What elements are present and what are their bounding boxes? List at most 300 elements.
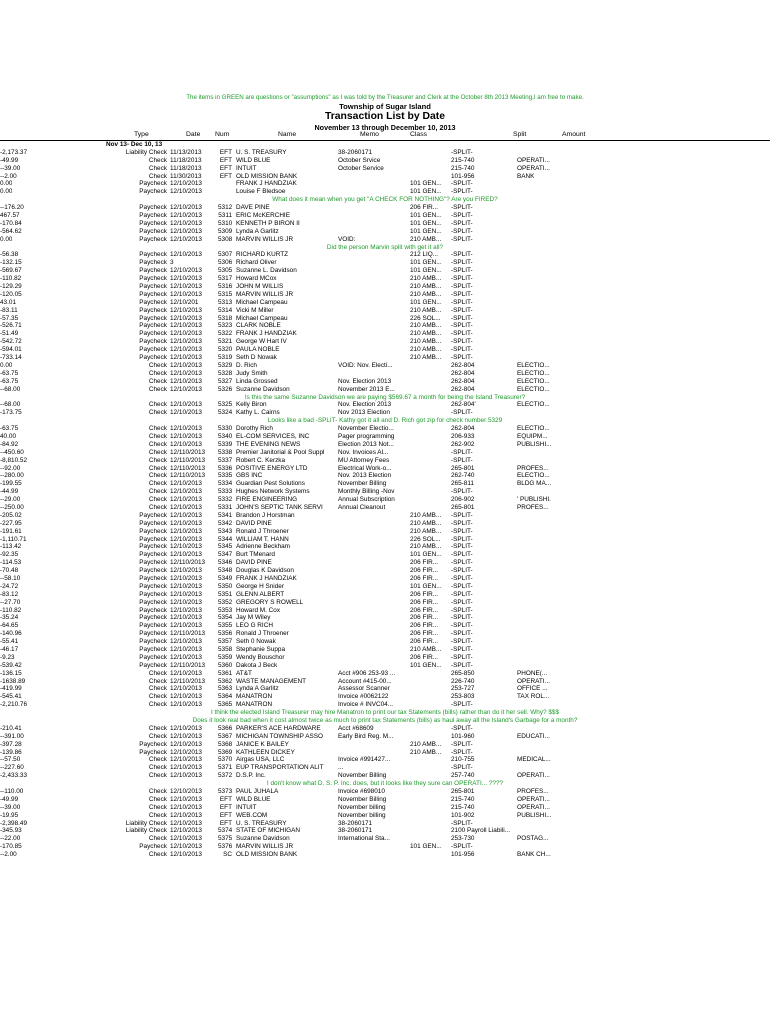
- cell-split2: TAX ROL...: [517, 693, 550, 701]
- cell-name: FIRE ENGINEERING: [236, 496, 298, 504]
- cell-class: 206 FIR...: [410, 567, 439, 575]
- note-text: I don't know what D. S. P. Inc. does, but it looks like they sure can OPERATI... ????: [266, 780, 504, 788]
- cell-num: 5357: [218, 638, 232, 646]
- cell-name: KATHLEEN DICKEY: [236, 748, 295, 756]
- transaction-row: [0, 401, 770, 409]
- cell-num: 5370: [218, 756, 232, 764]
- cell-split: -SPLIT-: [451, 724, 473, 732]
- cell-type: Check: [148, 724, 167, 732]
- cell-type: Check: [148, 456, 167, 464]
- cell-num: 5305: [218, 267, 232, 275]
- cell-type: Paycheck: [139, 606, 167, 614]
- cell-memo: 38-2060171: [338, 819, 373, 827]
- transaction-row: [0, 220, 770, 228]
- cell-type: Paycheck: [139, 251, 167, 259]
- cell-class: 206 FIR...: [410, 622, 439, 630]
- cell-amount: -51.49: [0, 330, 19, 338]
- transaction-row: [0, 843, 770, 851]
- cell-split: -SPLIT-: [451, 551, 473, 559]
- cell-date: 3: [170, 259, 174, 267]
- cell-split: -SPLIT-: [451, 653, 473, 661]
- cell-date: 12/10/201: [170, 298, 199, 306]
- cell-name: JOHN M WILLIS: [236, 283, 284, 291]
- cell-split2: OPERATI...: [517, 772, 550, 780]
- cell-name: Dakota J Beck: [236, 661, 278, 669]
- cell-date: 12/10/2013: [170, 290, 202, 298]
- transaction-row: [0, 820, 770, 828]
- cell-memo: October Srvice: [338, 156, 381, 164]
- cell-amount: --280.00: [0, 472, 24, 480]
- cell-num: 5351: [218, 590, 232, 598]
- cell-class: 101 GEN...: [410, 259, 442, 267]
- cell-amount: -170.84: [0, 219, 22, 227]
- cell-class: 101 GEN...: [410, 843, 442, 851]
- cell-date: 12/110/2013: [170, 464, 206, 472]
- cell-num: 5368: [218, 740, 232, 748]
- cell-type: Liability Check: [125, 827, 167, 835]
- cell-num: 5334: [218, 480, 232, 488]
- cell-split2: OPERATI...: [517, 803, 550, 811]
- cell-num: 5353: [218, 606, 232, 614]
- cell-amount: -191.61: [0, 527, 22, 535]
- cell-class: 206 FIR...: [410, 590, 439, 598]
- cell-date: 12/10/2013: [170, 622, 202, 630]
- cell-name: MICHIGAN TOWNSHIP ASSO: [236, 732, 323, 740]
- cell-split: -SPLIT-: [451, 843, 473, 851]
- cell-name: GBS INC: [236, 472, 263, 480]
- cell-type: Check: [148, 385, 167, 393]
- green-note: [0, 196, 770, 204]
- cell-type: Paycheck: [139, 748, 167, 756]
- cell-split: -SPLIT-: [451, 535, 473, 543]
- cell-date: 12/10/2013: [170, 614, 202, 622]
- cell-type: Paycheck: [139, 567, 167, 575]
- cell-amount: -24.72: [0, 582, 19, 590]
- cell-amount: -419.99: [0, 685, 22, 693]
- cell-split: -SPLIT-: [451, 630, 473, 638]
- cell-amount: -227.95: [0, 519, 22, 527]
- cell-split2: BANK: [517, 172, 535, 180]
- cell-amount: 0.00: [0, 180, 13, 188]
- cell-amount: -56.38: [0, 251, 19, 259]
- cell-type: Check: [148, 764, 167, 772]
- transaction-row: [0, 236, 770, 244]
- cell-memo: Pager programming: [338, 432, 395, 440]
- cell-name: Stephanie Suppa: [236, 646, 286, 653]
- cell-amount: -569.67: [0, 267, 22, 275]
- transaction-row: [0, 346, 770, 354]
- cell-name: U. S. TREASURY: [236, 819, 287, 827]
- cell-memo: VOID: Nov. Electi...: [338, 361, 393, 369]
- cell-memo: VOID:: [338, 235, 356, 243]
- cell-amount: -83.12: [0, 590, 19, 598]
- cell-num: EFT: [219, 164, 232, 172]
- transaction-row: [0, 701, 770, 709]
- cell-name: STATE OF MICHIGAN: [236, 827, 301, 835]
- cell-date: 12/10/2013: [170, 693, 202, 701]
- cell-type: Check: [148, 732, 167, 740]
- cell-amount: -64.65: [0, 622, 19, 630]
- cell-type: Paycheck: [139, 354, 167, 362]
- cell-split2: PROFES...: [517, 503, 549, 511]
- cell-class: 210 AMB...: [410, 283, 442, 291]
- cell-split: -SPLIT-: [451, 275, 473, 283]
- cell-split: -SPLIT-: [451, 701, 473, 709]
- cell-class: 226 SOL...: [410, 535, 441, 543]
- cell-type: Paycheck: [139, 740, 167, 748]
- cell-name: DAVID PINE: [236, 519, 272, 527]
- cell-amount: --39.00: [0, 164, 21, 172]
- transaction-row: [0, 551, 770, 559]
- cell-split: 215-740: [451, 164, 475, 172]
- cell-split: -SPLIT-: [451, 488, 473, 496]
- cell-amount: -170.85: [0, 843, 22, 851]
- cell-date: 12/10/2013: [170, 772, 202, 780]
- transaction-row: [0, 749, 770, 757]
- transaction-row: [0, 425, 770, 433]
- cell-class: 206 FIR...: [410, 630, 439, 638]
- transaction-row: [0, 212, 770, 220]
- cell-class: 101 GEN...: [410, 661, 442, 669]
- note-text: What does it mean when you get "A CHECK FOR NOTHING"? Are you FIRED?: [272, 196, 498, 204]
- cell-num: 5344: [218, 535, 232, 543]
- header-name: Name: [278, 131, 297, 138]
- cell-split: 101-902: [451, 811, 475, 819]
- cell-date: 12/10/2013: [170, 543, 202, 551]
- cell-class: 101 GEN...: [410, 582, 442, 590]
- cell-num: 5354: [218, 614, 232, 622]
- cell-class: 206 FIR...: [410, 606, 439, 614]
- cell-date: 12/10/2013: [170, 503, 202, 511]
- cell-split2: PHONE(...: [517, 669, 548, 677]
- green-note: [0, 709, 770, 717]
- cell-split: 215-740: [451, 795, 475, 803]
- cell-name: Michael Campeau: [236, 314, 288, 322]
- cell-num: 5312: [218, 204, 232, 212]
- cell-date: 12/10/2013: [170, 361, 202, 369]
- cell-num: 5345: [218, 543, 232, 551]
- cell-name: THE EVENING NEWS: [236, 440, 301, 448]
- cell-class: 101 GEN...: [410, 219, 442, 227]
- section-label: Nov 13- Dec 10, 13: [106, 141, 163, 148]
- cell-split2: PUBLISHI...: [517, 440, 552, 448]
- cell-name: Brandon J Horstman: [236, 511, 295, 519]
- cell-date: 12/10/2013: [170, 409, 202, 417]
- intro-note: The items in GREEN are questions or "assumptions" as I was told by the Treasurer and Clerk at the October 8th 2013 Meeting,I am free to make.: [186, 94, 584, 101]
- cell-type: Paycheck: [139, 275, 167, 283]
- header-num: Num: [215, 131, 230, 138]
- cell-type: Paycheck: [139, 290, 167, 298]
- transaction-row: [0, 188, 770, 196]
- cell-split: -SPLIT-: [451, 661, 473, 669]
- cell-class: 210 AMB...: [410, 646, 442, 653]
- cell-split: -SPLIT-: [451, 330, 473, 338]
- cell-amount: -110.82: [0, 275, 22, 283]
- green-note: [0, 780, 770, 788]
- transaction-row: [0, 307, 770, 315]
- cell-amount: -2,173.37: [0, 148, 28, 156]
- cell-date: 12/110/2013: [170, 630, 206, 638]
- header-split: Split: [513, 131, 527, 138]
- cell-split: 101-960: [451, 732, 475, 740]
- note-text: Does it look real bad when it cost almost twice as much to print tax Statements (bills) as haul away all the Island's Garbage for a month?: [192, 717, 578, 725]
- cell-name: Lynda A Garlitz: [236, 227, 279, 235]
- cell-split2: OPERATI...: [517, 677, 550, 685]
- cell-name: Airgas USA, LLC: [236, 756, 285, 764]
- cell-name: Robert C. Kerzka: [236, 456, 286, 464]
- cell-date: 12/10/2013: [170, 235, 202, 243]
- cell-amount: 43.01: [0, 298, 16, 306]
- cell-num: 5364: [218, 693, 232, 701]
- cell-name: George H Snider: [236, 582, 284, 590]
- cell-type: Paycheck: [139, 227, 167, 235]
- transaction-row: [0, 693, 770, 701]
- cell-date: 12/10/2013: [170, 212, 202, 220]
- cell-memo: Nov. 2013 Election: [338, 472, 392, 480]
- cell-class: 210 AMB...: [410, 290, 442, 298]
- cell-num: 5375: [218, 835, 232, 843]
- transaction-list: [0, 141, 770, 859]
- cell-split: 265-801: [451, 788, 475, 796]
- cell-class: 101 GEN...: [410, 212, 442, 220]
- note-text: Looks like a bad -SPLIT- Kathy got it all and D. Rich got zip for check number 5329: [267, 417, 503, 425]
- cell-date: 12/10/2013: [170, 527, 202, 535]
- transaction-row: [0, 827, 770, 835]
- cell-split: -SPLIT-: [451, 582, 473, 590]
- cell-amount: -397.28: [0, 740, 22, 748]
- cell-type: Paycheck: [139, 598, 167, 606]
- cell-type: Check: [148, 795, 167, 803]
- cell-amount: --57.50: [0, 756, 21, 764]
- cell-split: -SPLIT-: [451, 219, 473, 227]
- cell-split: -SPLIT-: [451, 298, 473, 306]
- cell-class: 206 FIR...: [410, 574, 439, 582]
- cell-type: Paycheck: [139, 322, 167, 330]
- cell-name: POSITIVE ENERGY LTD: [236, 464, 308, 472]
- cell-amount: -114.53: [0, 559, 22, 567]
- cell-num: 5347: [218, 551, 232, 559]
- cell-type: Paycheck: [139, 283, 167, 291]
- cell-type: Paycheck: [139, 574, 167, 582]
- cell-name: OLD MISSION BANK: [236, 172, 298, 180]
- cell-amount: --58.10: [0, 574, 21, 582]
- transaction-row: [0, 315, 770, 323]
- cell-type: Check: [148, 369, 167, 377]
- cell-split2: ELECTIO...: [517, 361, 550, 369]
- cell-type: Paycheck: [139, 267, 167, 275]
- cell-num: 5371: [218, 764, 232, 772]
- cell-split: -SPLIT-: [451, 235, 473, 243]
- transaction-row: [0, 149, 770, 157]
- cell-memo: Annual Subscription: [338, 496, 395, 504]
- cell-split2: EDUCATI...: [517, 732, 550, 740]
- transaction-row: [0, 638, 770, 646]
- cell-name: Kelly Biron: [236, 401, 267, 409]
- cell-type: Check: [148, 669, 167, 677]
- cell-memo: 38-2060171: [338, 827, 373, 835]
- cell-amount: -1,110.71: [0, 535, 27, 543]
- cell-name: FRANK J HANDZIAK: [236, 574, 297, 582]
- transaction-row: [0, 322, 770, 330]
- cell-memo: Monthly Billing -Nov: [338, 488, 395, 496]
- cell-name: Howard M. Cox: [236, 606, 281, 614]
- cell-num: 5327: [218, 377, 232, 385]
- cell-name: Dorothy Rich: [236, 425, 273, 433]
- cell-date: 12/10/2013: [170, 354, 202, 362]
- cell-date: 12/10/2013: [170, 795, 202, 803]
- cell-num: 5350: [218, 582, 232, 590]
- transaction-row: [0, 725, 770, 733]
- transaction-row: [0, 267, 770, 275]
- cell-amount: -46.17: [0, 646, 19, 653]
- cell-type: Paycheck: [139, 188, 167, 196]
- cell-amount: -539.42: [0, 661, 22, 669]
- cell-amount: -345.93: [0, 827, 22, 835]
- transaction-row: [0, 330, 770, 338]
- cell-amount: 0.00: [0, 361, 13, 369]
- cell-num: 5330: [218, 425, 232, 433]
- cell-type: Check: [148, 401, 167, 409]
- cell-split: -SPLIT-: [451, 338, 473, 346]
- cell-type: Check: [148, 685, 167, 693]
- cell-name: WILD BLUE: [236, 156, 271, 164]
- transaction-row: [0, 251, 770, 259]
- cell-split2: ' PUBLISHI.: [517, 496, 551, 504]
- cell-name: Richard Oliver: [236, 259, 277, 267]
- header-type: Type: [134, 131, 149, 138]
- cell-type: Paycheck: [139, 590, 167, 598]
- cell-split: -SPLIT-: [451, 267, 473, 275]
- cell-date: 12/110/2013: [170, 677, 206, 685]
- cell-num: EFT: [219, 148, 232, 156]
- cell-num: 5333: [218, 488, 232, 496]
- cell-class: 212 LIQ...: [410, 251, 439, 259]
- cell-name: Jay M Wiley: [236, 614, 271, 622]
- cell-num: 5325: [218, 401, 232, 409]
- cell-split: -SPLIT-: [451, 290, 473, 298]
- transaction-row: [0, 472, 770, 480]
- green-note: [0, 717, 770, 725]
- cell-split2: OFFICE ...: [517, 685, 548, 693]
- cell-amount: -564.62: [0, 227, 22, 235]
- cell-type: Check: [148, 172, 167, 180]
- cell-date: 12/10/2013: [170, 480, 202, 488]
- cell-memo: Electrical Work-o...: [338, 464, 392, 472]
- cell-date: 12/10/2013: [170, 267, 202, 275]
- cell-type: Paycheck: [139, 338, 167, 346]
- transaction-row: [0, 678, 770, 686]
- transaction-row: [0, 409, 770, 417]
- transaction-row: [0, 851, 770, 859]
- cell-split: 262-740: [451, 472, 475, 480]
- cell-type: Paycheck: [139, 314, 167, 322]
- cell-type: Check: [148, 835, 167, 843]
- cell-type: Paycheck: [139, 306, 167, 314]
- transaction-row: [0, 614, 770, 622]
- cell-type: Check: [148, 472, 167, 480]
- cell-class: 101 GEN...: [410, 227, 442, 235]
- cell-name: EUP TRANSPORTATION ALIT: [236, 764, 324, 772]
- cell-num: 5369: [218, 748, 232, 756]
- cell-amount: -205.02: [0, 511, 22, 519]
- cell-date: 12/10/2013: [170, 732, 202, 740]
- cell-date: 12/10/2013: [170, 803, 202, 811]
- cell-num: 5320: [218, 346, 232, 354]
- cell-type: Check: [148, 480, 167, 488]
- cell-split: 265-801: [451, 503, 475, 511]
- cell-memo: Invoice # INVC04...: [338, 701, 394, 709]
- cell-amount: --92.00: [0, 464, 21, 472]
- cell-split: -SPLIT-: [451, 306, 473, 314]
- cell-type: Paycheck: [139, 559, 167, 567]
- cell-name: AT&T: [236, 669, 252, 677]
- cell-split: -SPLIT-: [451, 543, 473, 551]
- cell-name: Suzanne Davidson: [236, 385, 290, 393]
- cell-name: WASTE MANAGEMENT: [236, 677, 307, 685]
- cell-date: 12/10/2013: [170, 748, 202, 756]
- cell-memo: November Billing: [338, 795, 387, 803]
- cell-class: 206 FIR...: [410, 614, 439, 622]
- cell-name: Premier Janitorial & Pool Suppl: [236, 448, 325, 456]
- cell-type: Paycheck: [139, 630, 167, 638]
- cell-name: PAULA NOBLE: [236, 346, 280, 354]
- cell-num: 5309: [218, 227, 232, 235]
- cell-date: 12/10/2013: [170, 432, 202, 440]
- cell-date: 12/10/2013: [170, 219, 202, 227]
- transaction-row: [0, 173, 770, 181]
- cell-amount: -57.35: [0, 314, 19, 322]
- cell-num: 5323: [218, 322, 232, 330]
- cell-num: 5373: [218, 788, 232, 796]
- cell-type: Check: [148, 448, 167, 456]
- cell-name: LEO G RICH: [236, 622, 273, 630]
- cell-amount: -2,433.33: [0, 772, 28, 780]
- cell-split2: OPERATI...: [517, 164, 550, 172]
- transaction-row: [0, 204, 770, 212]
- cell-amount: --391.00: [0, 732, 24, 740]
- cell-memo: Nov 2013 Election: [338, 409, 390, 417]
- cell-split2: POSTAG...: [517, 835, 549, 843]
- cell-date: 12/10/2013: [170, 275, 202, 283]
- cell-num: 5306: [218, 259, 232, 267]
- cell-split: -SPLIT-: [451, 409, 473, 417]
- cell-split: -SPLIT-: [451, 598, 473, 606]
- cell-name: WILD BLUE: [236, 795, 271, 803]
- cell-num: 5317: [218, 275, 232, 283]
- cell-date: 11/13/2013: [170, 148, 202, 156]
- cell-memo: November Electio...: [338, 425, 394, 433]
- cell-amount: --227.60: [0, 764, 24, 772]
- cell-type: Check: [148, 503, 167, 511]
- cell-num: 5352: [218, 598, 232, 606]
- cell-split: 265-850: [451, 669, 475, 677]
- cell-class: 210 AMB...: [410, 527, 442, 535]
- cell-num: SC: [223, 851, 232, 859]
- cell-split: 101-956: [451, 851, 475, 859]
- cell-date: 12/10/2013: [170, 283, 202, 291]
- cell-date: 12/10/2013: [170, 724, 202, 732]
- cell-split: -SPLIT-: [451, 519, 473, 527]
- cell-date: 12/10/2013: [170, 511, 202, 519]
- cell-split: -SPLIT-: [451, 606, 473, 614]
- transaction-row: [0, 480, 770, 488]
- cell-split: 206-902: [451, 496, 475, 504]
- transaction-row: [0, 338, 770, 346]
- transaction-row: [0, 575, 770, 583]
- cell-date: 11/18/2013: [170, 164, 202, 172]
- cell-name: D.S.P. Inc.: [236, 772, 266, 780]
- cell-num: 5315: [218, 290, 232, 298]
